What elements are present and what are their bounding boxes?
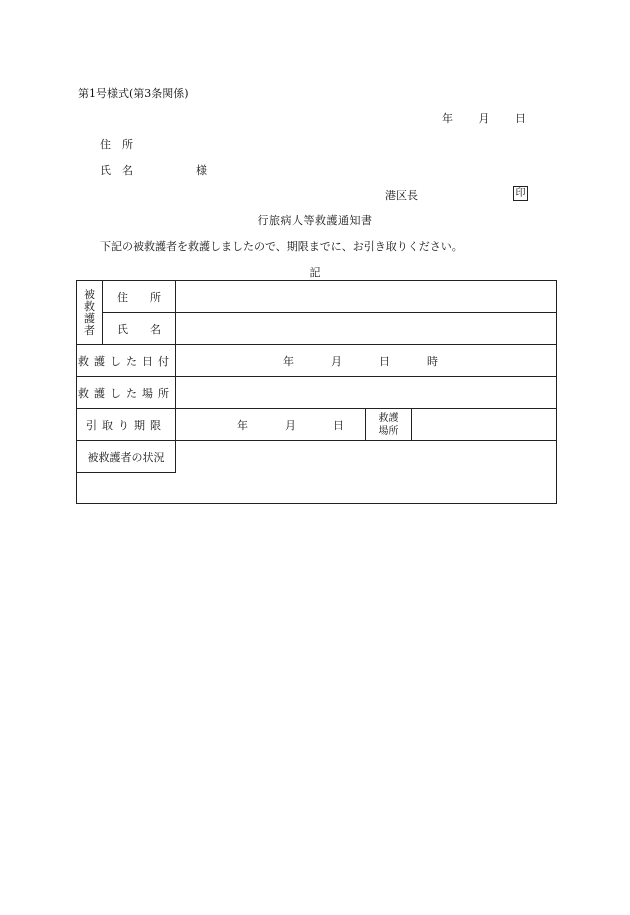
rescue-date-field[interactable] xyxy=(176,345,557,377)
name-label: 氏 名 xyxy=(103,313,176,345)
rescue-month: 月 xyxy=(331,354,342,368)
rescue-year: 年 xyxy=(283,354,294,368)
sender-title: 港区長 xyxy=(385,189,418,202)
condition-field[interactable] xyxy=(176,441,557,504)
month-label: 月 xyxy=(478,112,490,125)
recipient-name-label: 氏 名 xyxy=(100,164,133,177)
group-char: 救 xyxy=(84,299,95,313)
rescue-table xyxy=(76,280,557,504)
seal-stamp: 印 xyxy=(513,186,528,201)
group-char: 被 xyxy=(84,287,95,301)
rescued-person-group-label xyxy=(77,281,103,345)
pickup-deadline-label: 引取り期限 xyxy=(77,409,176,441)
group-char: 者 xyxy=(84,323,95,337)
rescue-day: 日 xyxy=(379,354,390,368)
pickup-month: 月 xyxy=(285,418,296,432)
rescue-date-label: 救護した日付 xyxy=(77,345,176,377)
rescue-place-label: 救護した場所 xyxy=(77,377,176,409)
rescue-hour: 時 xyxy=(427,354,438,368)
pickup-deadline-field[interactable] xyxy=(176,409,366,441)
group-char: 護 xyxy=(84,311,95,325)
form-number: 第1号様式(第3条関係) xyxy=(78,87,189,100)
address-label: 住 所 xyxy=(103,281,176,313)
pickup-day: 日 xyxy=(333,418,344,432)
protect-place-label-line1: 救護 xyxy=(378,412,399,424)
protect-place-label xyxy=(366,409,412,441)
recipient-address-label: 住 所 xyxy=(100,138,133,151)
condition-extra-space xyxy=(77,473,176,504)
rescue-place-field[interactable] xyxy=(176,377,557,409)
day-label: 日 xyxy=(515,112,526,125)
year-label: 年 xyxy=(442,112,453,125)
header-date xyxy=(420,110,526,126)
name-field[interactable] xyxy=(176,313,557,345)
ki-marker: 記 xyxy=(309,266,321,279)
honorific: 様 xyxy=(196,164,207,177)
protect-place-field[interactable] xyxy=(412,409,557,441)
document-title: 行旅病人等救護通知書 xyxy=(257,214,373,227)
pickup-year: 年 xyxy=(237,418,248,432)
protect-place-label-line2: 場所 xyxy=(378,425,399,437)
condition-label: 被救護者の状況 xyxy=(77,441,176,473)
body-text: 下記の被救護者を救護しましたので、期限までに、お引き取りください。 xyxy=(100,240,463,253)
address-field[interactable] xyxy=(176,281,557,313)
